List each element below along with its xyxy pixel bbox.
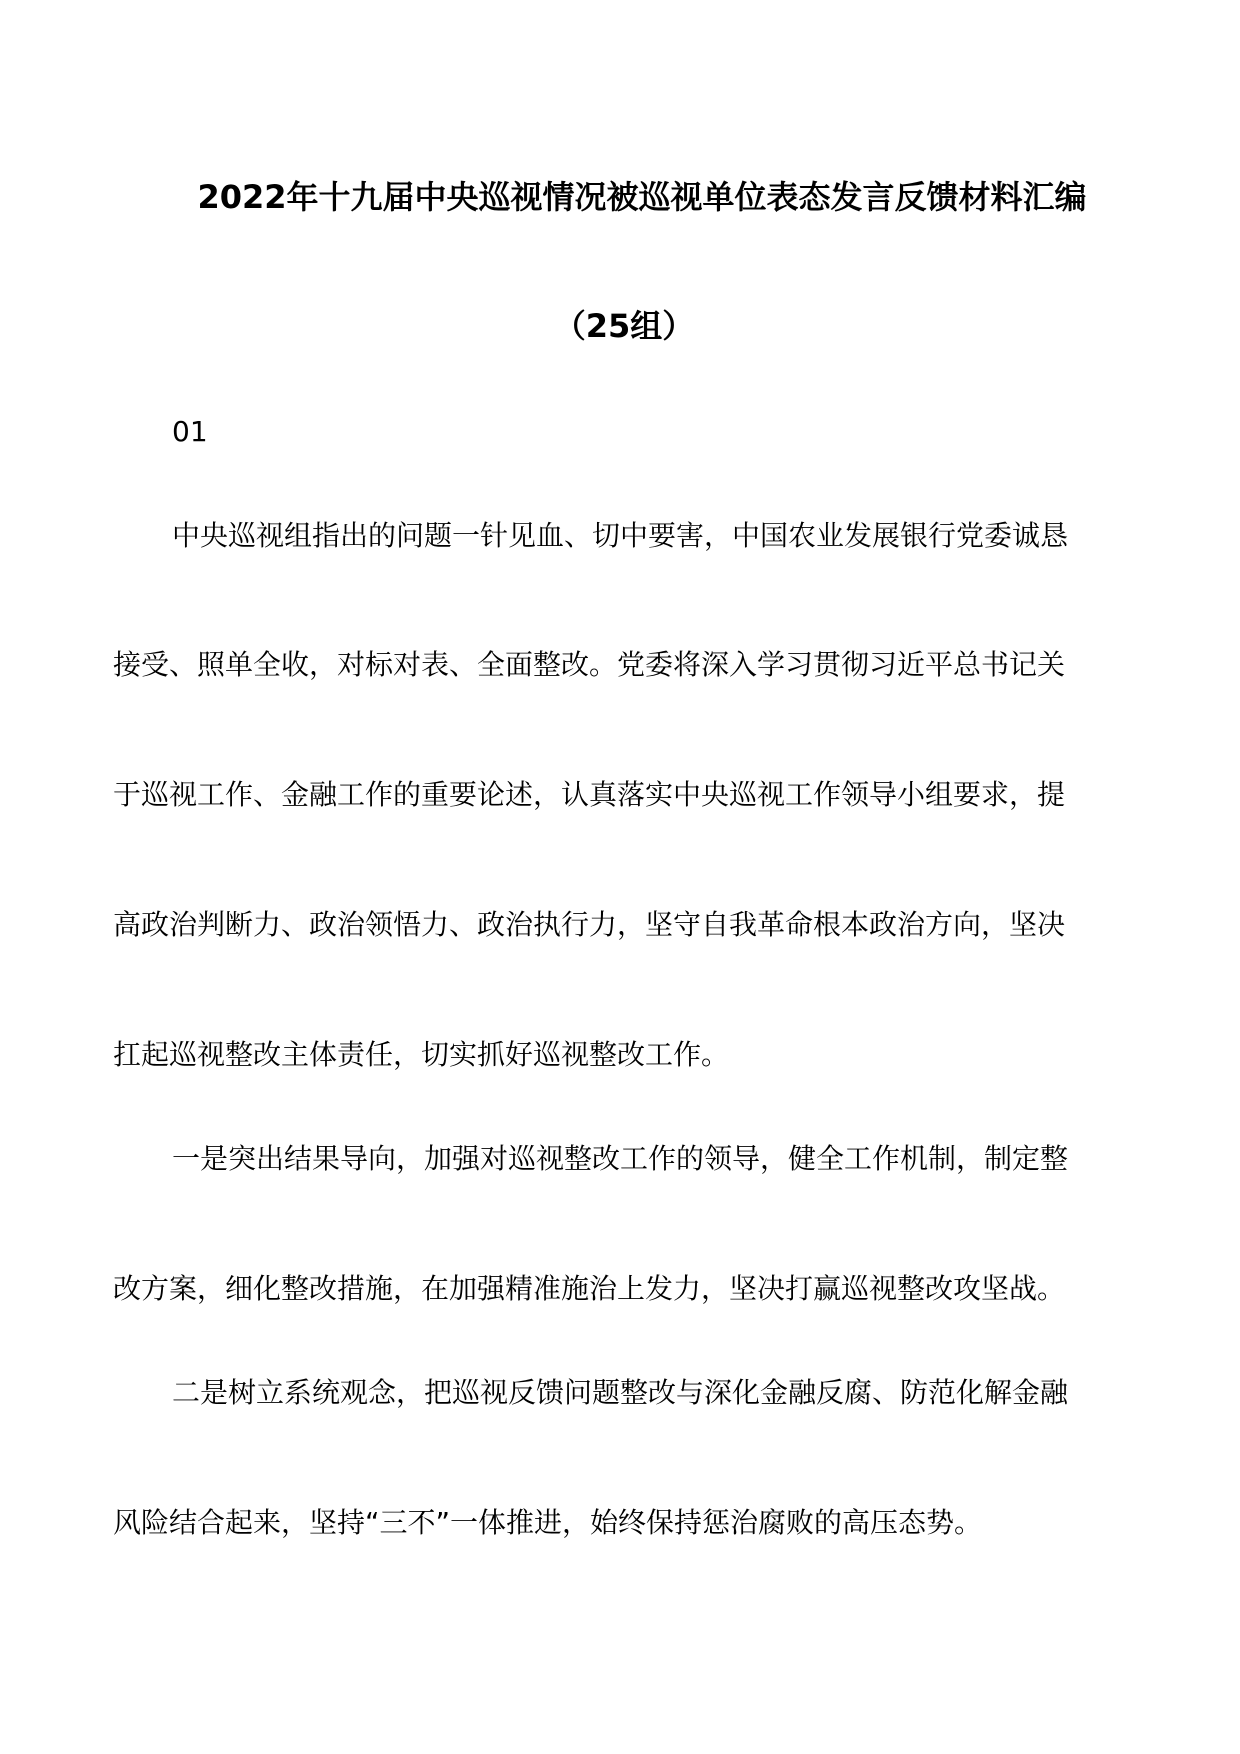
paragraph-3-line-1: 二是树立系统观念，把巡视反馈问题整改与深化金融反腐、防范化解金融 — [172, 1376, 1069, 1409]
paragraph-1-line-1: 中央巡视组指出的问题一针见血、切中要害，中国农业发展银行党委诚恳 — [172, 519, 1069, 552]
paragraph-1-line-4: 高政治判断力、政治领悟力、政治执行力，坚守自我革命根本政治方向，坚决 — [113, 908, 1066, 941]
document-subtitle: （25组） — [553, 307, 695, 345]
paragraph-1-line-5: 扛起巡视整改主体责任，切实抓好巡视整改工作。 — [113, 1038, 730, 1071]
paragraph-1-line-3: 于巡视工作、金融工作的重要论述，认真落实中央巡视工作领导小组要求，提 — [113, 778, 1066, 811]
paragraph-3-line-2: 风险结合起来，坚持“三不”一体推进，始终保持惩治腐败的高压态势。 — [113, 1506, 983, 1539]
section-number: 01 — [172, 415, 208, 448]
document-title: 2022年十九届中央巡视情况被巡视单位表态发言反馈材料汇编 — [197, 178, 1087, 216]
paragraph-2-line-2: 改方案，细化整改措施，在加强精准施治上发力，坚决打赢巡视整改攻坚战。 — [113, 1272, 1066, 1305]
paragraph-1-line-2: 接受、照单全收，对标对表、全面整改。党委将深入学习贯彻习近平总书记关 — [113, 648, 1066, 681]
paragraph-2-line-1: 一是突出结果导向，加强对巡视整改工作的领导，健全工作机制，制定整 — [172, 1142, 1069, 1175]
